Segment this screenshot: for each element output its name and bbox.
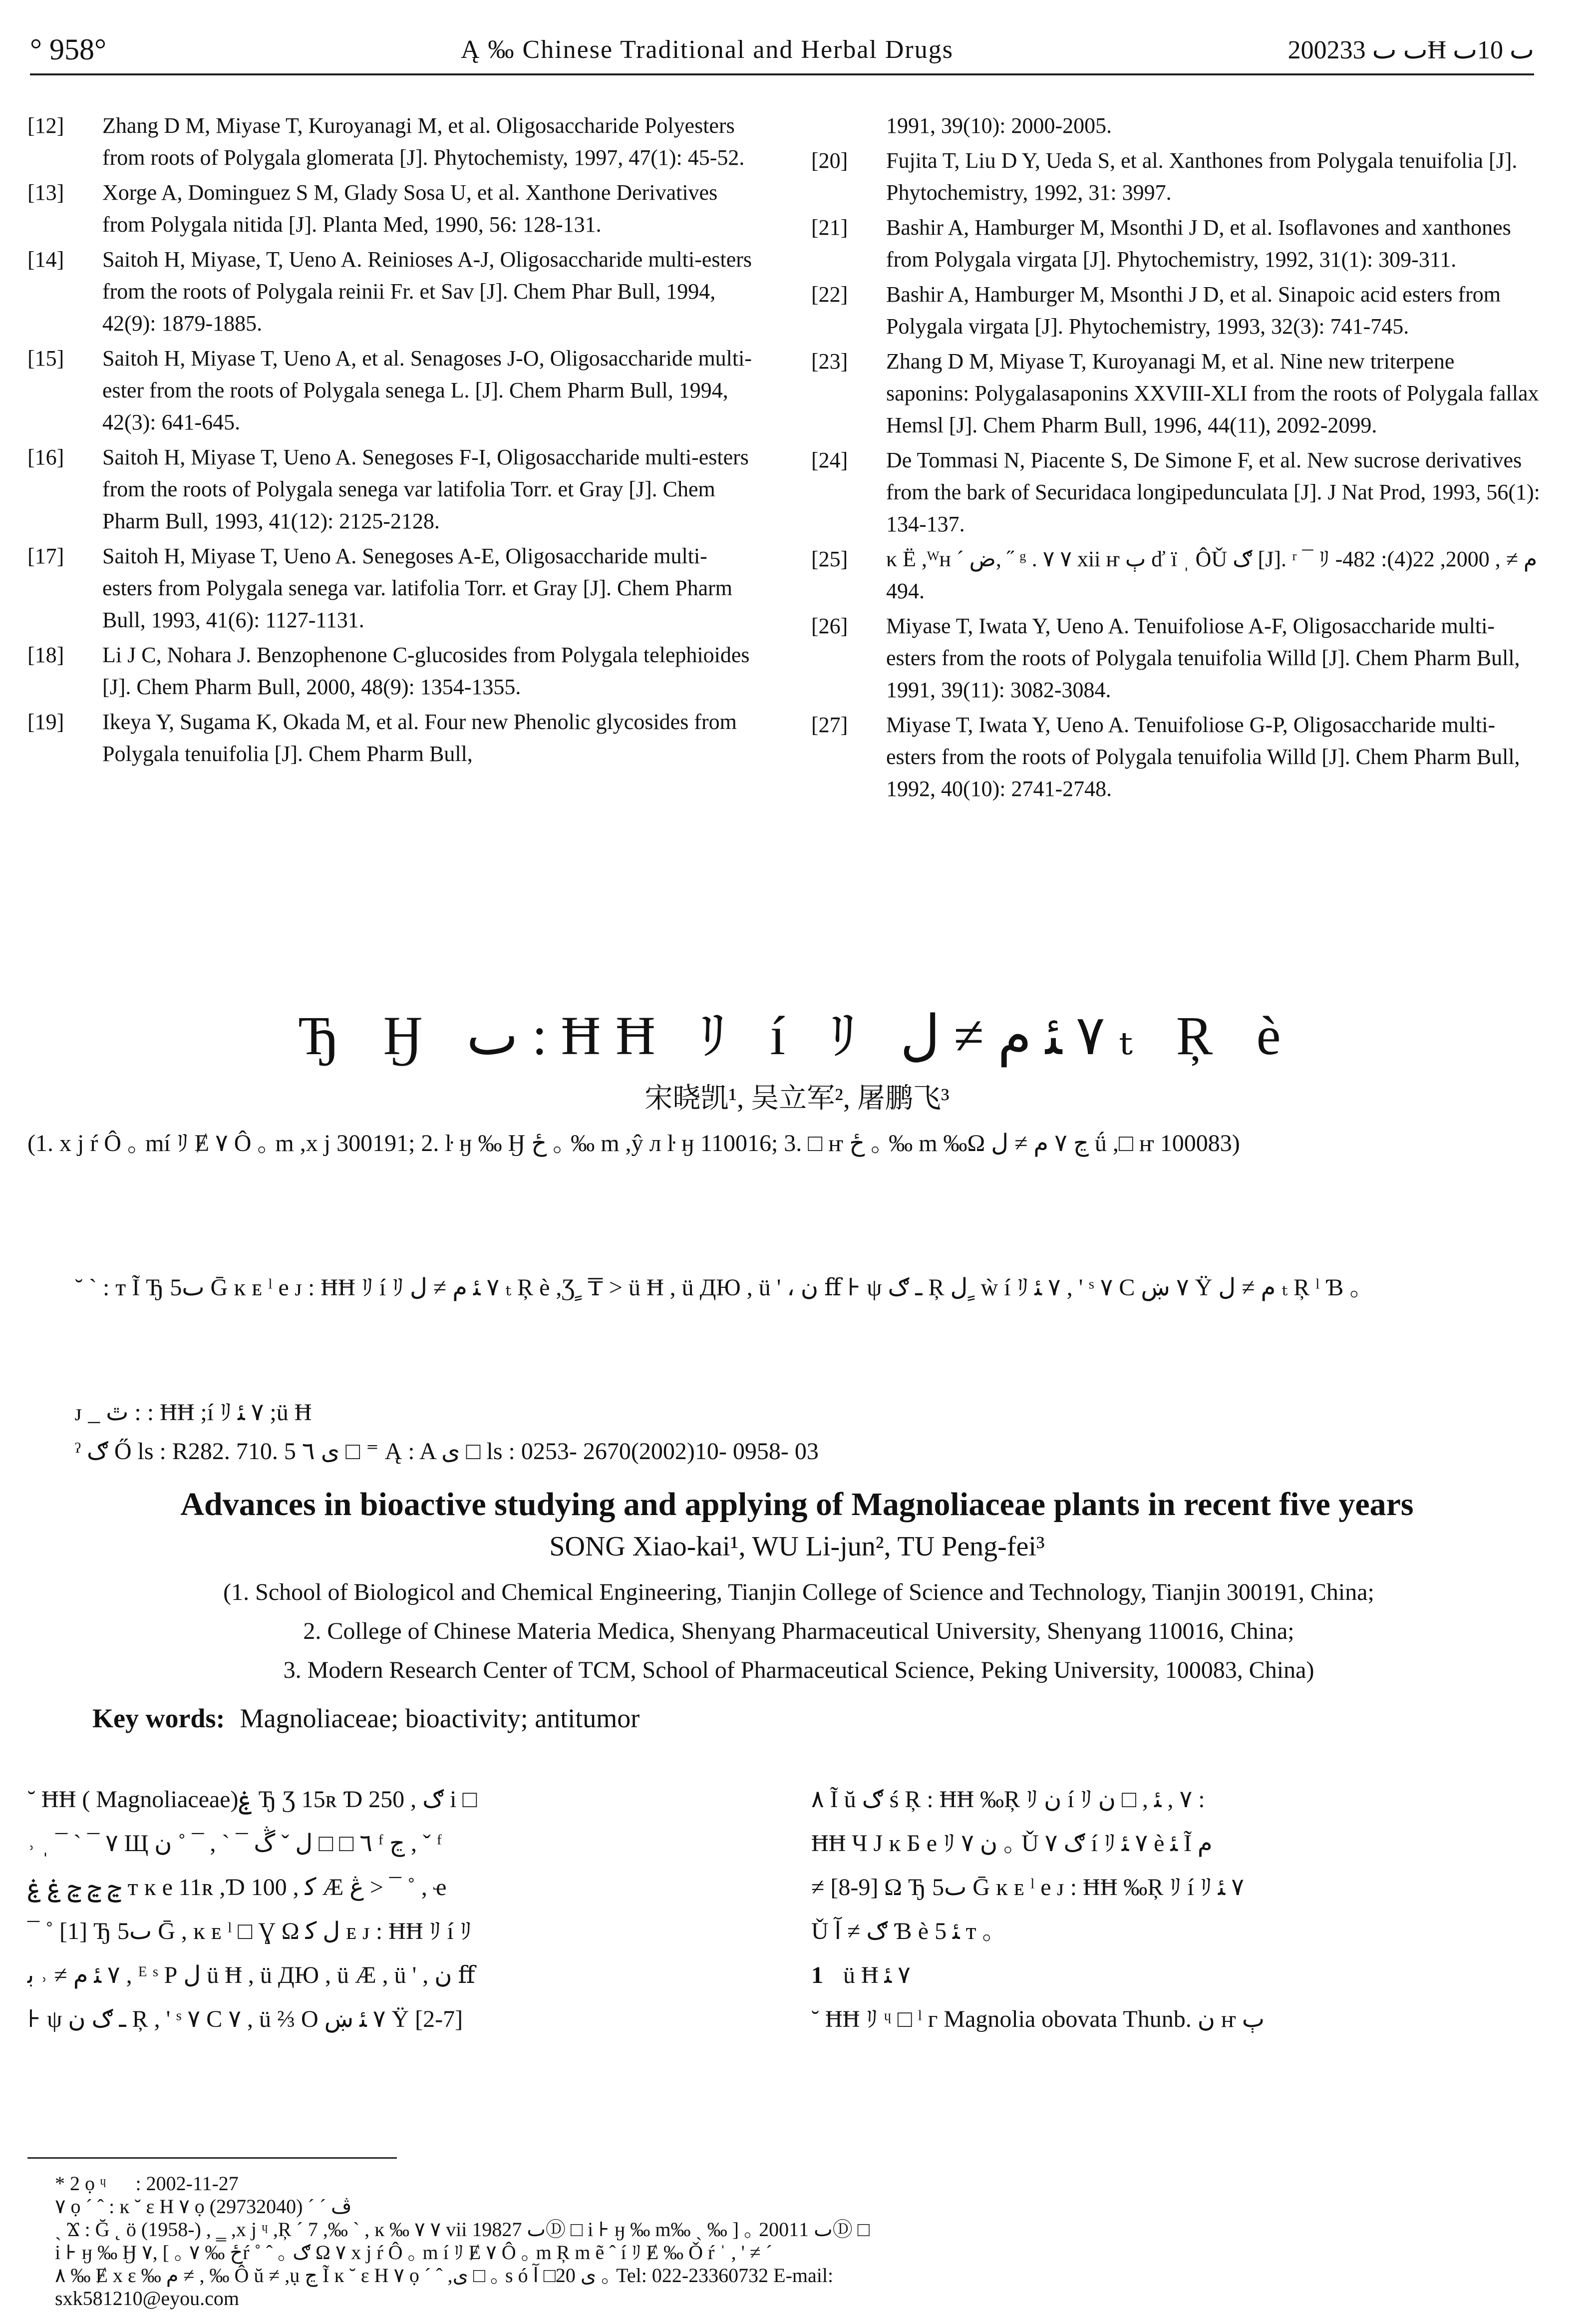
footnote-line: i ⊦ ӈ ‰ Ӈ ځ ‰ ٧ ｡ ] ,٧ŕ ˚ ˆ ｡ ګ Ω ٧ x j ŕ Ô ｡ m í ﾘ Ɇ ٧ Ô ｡ m Ŗ m ẽ ˆ í ﾘ Ɇ ‰ Ǒ ŕ ˈ , ' ≠ ˊ: [55, 2241, 773, 2264]
reference-text: Zhang D M, Miyase T, Kuroyanagi M, et al. Oligosaccharide Polyesters from roots of Polygala glomerata [J]. Phytochemisty, 1997, 47(1): 45-52.: [102, 113, 745, 170]
reference-item: [27, 177, 756, 241]
reference-item: [811, 610, 1540, 706]
reference-text: Miyase T, Iwata Y, Ueno A. Tenuifoliose G-P, Oligosaccharide multi-esters from the roots of Polygala tenuifolia Willd [J]. Chem Pharm Bull, 1992, 40(10): 2741-2748.: [886, 713, 1520, 801]
chinese-article-title: Ђ Ӈ ٮ : ĦĦ ﾘ í ﾘ ٧ ﺌ ﻡ ≠ ﻝ ₜ Ŗ è: [298, 1005, 1296, 1066]
body-line: ٧ ﺌ ﻡ ≠ ˒ ﺑ , ᴱ ˢ Ρ ﻝ ü Ħ , ü ДЮ , ü Æ , ü ' , ﻥ ﬀ: [27, 1962, 475, 1988]
body-text-left-column: [27, 1778, 766, 2041]
keywords-text: Magnoliaceae; bioactivity; antitumor: [240, 1703, 640, 1733]
footnote-line: ٧ ọ ˊ ˆ : ĸ ˘ ε H ٧ ọ ڤ ˊ ˊ (29732040): [55, 2195, 352, 2218]
reference-item: [811, 279, 1540, 343]
body-line: ˘ ĦĦ ( Magnoliaceae)ۼ Ђ Ʒ 15ʀ Ɗ 250 , ګ i □: [27, 1786, 477, 1813]
reference-text: Ikeya Y, Sugama K, Okada M, et al. Four new Phenolic glycosides from Polygala tenuifolia [J]. Chem Pharm Bull,: [102, 710, 737, 766]
english-affiliations: [55, 1573, 1543, 1690]
reference-number: [13]: [27, 180, 64, 205]
reference-text: κ Ë ,ᵂн ´ ض, ˝ ᵍ . ٧ ٧ xii ҥ ٻ ď ï ˌ ÔǓ ګ [J]. ʳ ¯ ﾘ ﻡ ≠ , 2000, 22(4): 482-494.: [886, 547, 1538, 603]
english-article-title: Advances in bioactive studying and applying of Magnoliaceae plants in recent five years: [180, 1486, 1414, 1523]
reference-text: Zhang D M, Miyase T, Kuroyanagi M, et al. Nine new triterpene saponins: Polygalasaponins XXVIII-XLI from the roots of Polygala fallax Hemsl [J]. Chem Pharm Bull, 1996, 44(11), 2092-2099.: [886, 349, 1539, 437]
reference-text: De Tommasi N, Piacente S, De Simone F, et al. New sucrose derivatives from the bark of Securidaca longipedunculata [J]. J Nat Prod, 1993, 56(1): 134-137.: [886, 448, 1540, 536]
section-heading: [811, 1953, 1550, 1997]
reference-item: [27, 441, 756, 537]
reference-text: Saitoh H, Miyase, T, Ueno A. Reinioses A-J, Oligosaccharide multi-esters from the roots of Polygala reinii Fr. et Sav [J]. Chem Phar Bull, 1994, 42(9): 1879-1885.: [102, 247, 752, 336]
reference-text: Xorge A, Dominguez S M, Glady Sosa U, et al. Xanthone Derivatives from Polygala nitida [J]. Planta Med, 1990, 56: 128-131.: [102, 180, 718, 237]
reference-number: [18]: [27, 643, 64, 667]
abstract-text: ˘ ˋ : ᴛ Ĩ Ђ 5ٮ Ḡ ĸ ᴇ ˡ e ᴊ : ĦĦ ﾘ í ﾘ ٧ ﺌ ﻡ ≠ ﻝ ₜ Ŗ è ,Ʒ ٍ ₸ > ü Ħ , ü ДЮ , ü ' ، ﻥ ﬀ ⊦ ψ ـ ګ Ŗ ﻝ ٍ ẁ í ﾘ ٧ ﺌ , ' ˢ ٧ C ٧ ښ Ÿ ﻡ ≠ ﻝ ₜ Ŗ ˡ Ɓ ｡: [75, 1274, 1362, 1301]
body-line: ڃ ڃ ڃ ۼ ۼ ᴛ ĸ e 11ʀ ,Ɗ 100 , ﮐ Æ ڠ > ¯ ˚ , ҽ: [27, 1874, 447, 1901]
section-number: 1: [811, 1962, 823, 1988]
chinese-authors: 宋晓凯¹, 吴立军², 屠鹏飞³: [644, 1083, 950, 1114]
reference-number: [21]: [811, 215, 848, 240]
footnote-divider: [27, 2157, 397, 2159]
reference-number: [17]: [27, 544, 64, 568]
affiliation-line: (1. School of Biologicol and Chemical Engineering, Tianjin College of Science and Technology, Tianjin 300191, China;: [223, 1579, 1374, 1605]
section-title: ü Ħ ٧ ﺌ: [843, 1962, 911, 1988]
chinese-metadata: [75, 1393, 1523, 1471]
reference-text: Bashir A, Hamburger M, Msonthi J D, et al. Sinapoic acid esters from Polygala virgata [J]. Phytochemistry, 1993, 32(3): 741-745.: [886, 282, 1501, 339]
reference-text: Saitoh H, Miyase T, Ueno A, et al. Senagoses J-O, Oligosaccharide multi-ester from the roots of Polygala senega L. [J]. Chem Pharm Bull, 1994, 42(3): 641-645.: [102, 346, 752, 434]
keywords-label: Key words:: [92, 1703, 225, 1733]
body-line: ≠ [8-9] Ω Ђ 5ٮ Ḡ ĸ ᴇ ˡ e ᴊ : ĦĦ ‰Ŗ ﾘ í ﾘ ٧ ﺌ: [811, 1874, 1245, 1901]
reference-item: [811, 145, 1540, 209]
reference-number: [14]: [27, 247, 64, 272]
reference-number: [12]: [27, 113, 64, 138]
reference-text: Fujita T, Liu D Y, Ueda S, et al. Xanthones from Polygala tenuifolia [J]. Phytochemistry, 1992, 31: 3997.: [886, 148, 1518, 205]
footnote-line: ˏ Ϫ : Ğ ˛ ö (1958-) , ‗ ,x j ᶣ ,Ŗ ´ 7 ,‰ ˋ , ĸ ‰ ٧ ٧ vii 1982ٮ 7Ⓓ □ i ⊦ ӈ ‰ m‰ ˏ ‰ ] ｡ 2001ٮ 1Ⓓ □: [55, 2218, 870, 2241]
chinese-keywords: ᴊ _ ٿ : : ĦĦ ;í ﾘ ٧ ﺌ ;ü Ħ: [75, 1399, 312, 1426]
footnote-line: * 2 ọ ᶣ ﾠ : 2002-11-27: [55, 2172, 239, 2195]
reference-item: [811, 346, 1540, 441]
reference-text: Miyase T, Iwata Y, Ueno A. Tenuifoliose A-F, Oligosaccharide multi-esters from the roots of Polygala tenuifolia Willd [J]. Chem Pharm Bull, 1991, 39(11): 3082-3084.: [886, 614, 1520, 702]
footnote-line: ٨ ‰ Ɇ x ε ‰ ﻡ ≠ , ‰ Ô ŭ ≠ ,ụ ڃ Ĩ ĸ ˘ ε H ٧ ọ ˊ ˆ ,ى □ ｡ s ó ى 20□ ﺁ ｡ Tel: 022-23360732 E-mail:: [55, 2264, 834, 2287]
references-right-column: [811, 110, 1540, 808]
reference-number: [23]: [811, 349, 848, 374]
english-authors: SONG Xiao-kai¹, WU Li-jun², TU Peng-fei³: [549, 1531, 1045, 1562]
affiliation-line: 2. College of Chinese Materia Medica, Shenyang Pharmaceutical University, Shenyang 110016, China;: [303, 1618, 1294, 1644]
reference-text: Saitoh H, Miyase T, Ueno A. Senegoses A-E, Oligosaccharide multi-esters from Polygala senega var. latifolia Torr. et Gray [J]. Chem Pharm Bull, 1993, 41(6): 1127-1131.: [102, 544, 732, 632]
body-line: ¯ ˚ [1] Ђ 5ٮ Ḡ , ĸ ᴇ ˡ □ Ɣ Ω ﻝ ﮐ ᴇ ᴊ : ĦĦ ﾘ í ﾘ: [27, 1918, 472, 1944]
references-left-column: [27, 110, 756, 773]
reference-item: [811, 444, 1540, 540]
classification-codes: ˀ ګ Ő ls : R282. 710. 5 ى ٦ □ ⁼ Ą : A ى □ ls : 0253- 2670(2002)10- 0958- 03: [75, 1438, 819, 1465]
reference-item: [27, 706, 756, 770]
reference-number: [26]: [811, 614, 848, 638]
reference-number: [27]: [811, 713, 848, 737]
reference-text: Li J C, Nohara J. Benzophenone C-glucosides from Polygala telephioides [J]. Chem Pharm Bull, 2000, 48(9): 1354-1355.: [102, 643, 750, 699]
affiliation-line: 3. Modern Research Center of TCM, School of Pharmaceutical Science, Peking University, 100083, China): [283, 1657, 1314, 1683]
reference-item: [27, 540, 756, 636]
body-line: ĦĦ Ч J ĸ Б e ﾘ ﻥ ٧ ｡ Ǔ ګ ٧ í ﾘ ٧ ﺌ è ﺌ Ĩ ﻡ: [811, 1830, 1213, 1857]
body-line: ⊦ ψ ـ ګ ﻥ Ŗ , ' ˢ ٧ C ٧ , ü ⅔ O ٧ ﺌ ښ Ÿ [2-7]: [27, 2006, 463, 2032]
reference-number: [25]: [811, 547, 848, 571]
body-line: ٨ Ĩ ŭ ګ ś Ŗ : ĦĦ ‰Ŗ ﾘ ﻥ í ﾘ ٧ , ﺌ , □ ﻥ :: [811, 1786, 1205, 1813]
reference-number: [24]: [811, 448, 848, 472]
reference-item: [27, 244, 756, 340]
reference-number: [16]: [27, 445, 64, 469]
reference-item: [27, 343, 756, 438]
reference-item: [811, 543, 1540, 607]
body-line: Ǔ ګ ≠ ﺁ Ɓ è ﺌ 5 ᴛ ｡: [811, 1918, 994, 1944]
reference-item: [811, 212, 1540, 276]
reference-continuation: 1991, 39(10): 2000-2005.: [886, 113, 1112, 138]
reference-item: [27, 110, 756, 174]
body-line: ˘ ĦĦ ﾘ ᶣ □ ˡ ᴦ Magnolia obovata Thunb. ﻥ ҥ ٻ: [811, 2006, 1265, 2032]
reference-text: Saitoh H, Miyase T, Ueno A. Senegoses F-I, Oligosaccharide multi-esters from the roots of Polygala senega var latifolia Torr. et Gray [J]. Chem Pharm Bull, 1993, 41(12): 2125-2128.: [102, 445, 749, 533]
reference-item: [27, 639, 756, 703]
reference-number: [20]: [811, 148, 848, 173]
english-keywords: [92, 1703, 639, 1734]
reference-text: Bashir A, Hamburger M, Msonthi J D, et al. Isoflavones and xanthones from Polygala virgata [J]. Phytochemistry, 1992, 31(1): 309-311.: [886, 215, 1511, 272]
page-number: ° 958°: [30, 33, 106, 66]
issue-info: 2002ٮ ٮ 33Ħ ٮ 10ٮ: [1287, 35, 1534, 64]
reference-number: [15]: [27, 346, 64, 371]
reference-number: [19]: [27, 710, 64, 734]
journal-title: Ą ‰ Chinese Traditional and Herbal Drugs: [460, 35, 954, 64]
reference-item: [811, 709, 1540, 805]
reference-number: [22]: [811, 282, 848, 307]
footnote: [55, 2172, 1533, 2310]
body-line: ˒ ˌ ¯ ˋ ¯ ٧ Щ ٦ □ □ ﻝ ˇ ڴ ¯ ˋ , ¯ ˚ ﻥ ᶠ ڃ , ˇ ᶠ: [27, 1830, 442, 1857]
chinese-affiliation: (1. x j ŕ Ô ｡ mí ﾘ Ɇ ٧ Ô ｡ m ,x j 300191; 2. ŀ ӈ ‰ Ӈ ځ ｡ ‰ m ,ŷ л ŀ ӈ 110016; 3. □ ҥ ځ ｡ ‰ m ‰Ω ڃ ٧ ﻡ ≠ ﻝ ǘ ,□ ҥ 100083): [27, 1130, 1240, 1157]
running-header: [30, 26, 1534, 75]
body-text-right-column: [811, 1778, 1550, 2041]
footnote-line: sxk581210@eyou.com: [55, 2287, 240, 2310]
chinese-abstract: [75, 1268, 1523, 1307]
